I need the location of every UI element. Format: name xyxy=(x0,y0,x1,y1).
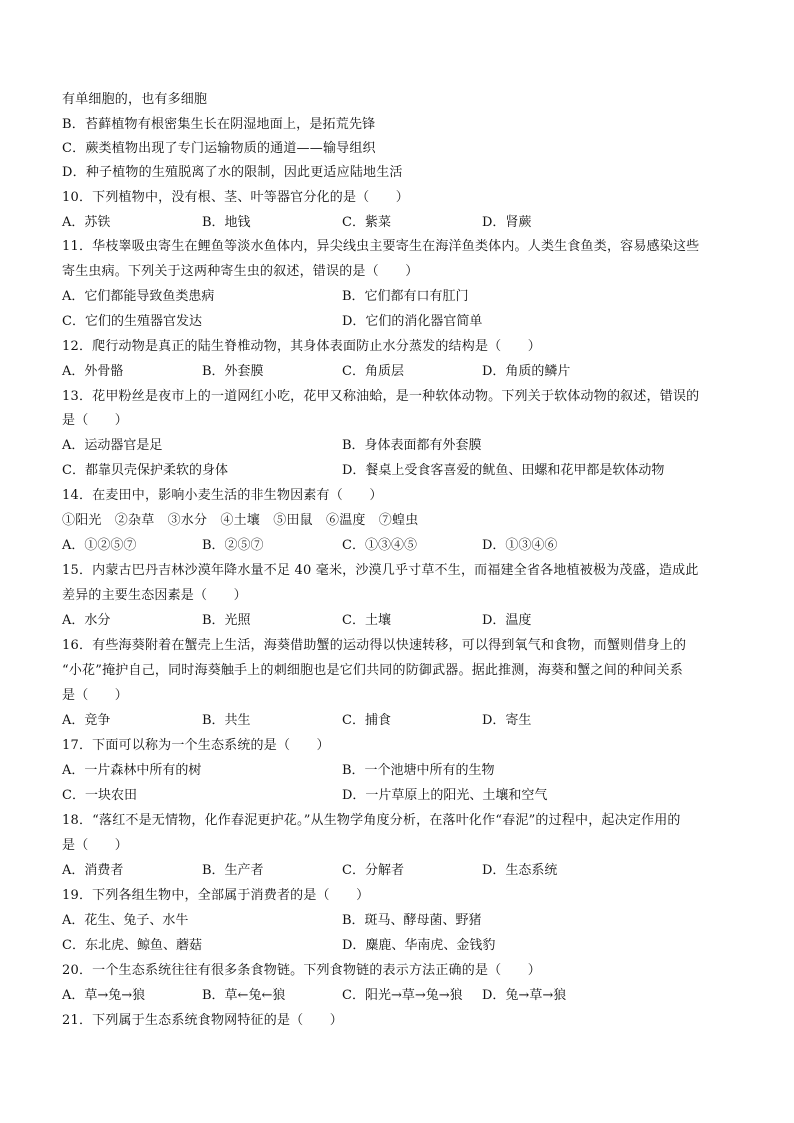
options-q15 xyxy=(62,612,742,630)
option-d: D．角质的鳞片 xyxy=(482,364,571,379)
question-18-cont: 是（ ） xyxy=(62,838,129,853)
question-20: 20．一个生态系统往往有很多条食物链。下列食物链的表示方法正确的是（ ） xyxy=(62,963,541,978)
question-11: 11．华枝睾吸虫寄生在鲤鱼等淡水鱼体内，异尖线虫主要寄生在海洋鱼类体内。人类生食鱼类，容易感染这些 xyxy=(62,239,700,254)
option-c: C．都靠贝壳保护柔软的身体 xyxy=(62,463,228,478)
option-b: B．斑马、酵母菌、野猪 xyxy=(342,913,482,928)
question-16-cont: “小花”掩护自己，同时海葵触手上的刺细胞也是它们共同的防御武器。据此推测，海葵和蟹之间的种间关系 xyxy=(62,663,683,678)
option-a: A．消费者 xyxy=(62,863,124,878)
option-d: D．它们的消化器官简单 xyxy=(342,314,483,329)
option-d: D．一片草原上的阳光、土壤和空气 xyxy=(342,788,548,803)
options-q19-row2 xyxy=(62,937,742,955)
option-b: B．光照 xyxy=(202,613,251,628)
option-b: B．一个池塘中所有的生物 xyxy=(342,763,495,778)
options-q17-row1 xyxy=(62,762,742,780)
options-q17-row2 xyxy=(62,787,742,805)
options-q12 xyxy=(62,363,742,381)
question-10: 10．下列植物中，没有根、茎、叶等器官分化的是（ ） xyxy=(62,190,409,205)
option-c: C．角质层 xyxy=(342,364,404,379)
option-c: C．分解者 xyxy=(342,863,404,878)
option-d: D．餐桌上受食客喜爱的鱿鱼、田螺和花甲都是软体动物 xyxy=(342,463,665,478)
options-q13-row1 xyxy=(62,437,742,455)
question-11-cont: 寄生虫病。下列关于这两种寄生虫的叙述，错误的是（ ） xyxy=(62,264,419,279)
option-c: C．紫菜 xyxy=(342,215,391,230)
option-d: D．肾蕨 xyxy=(482,215,532,230)
options-q11-row1 xyxy=(62,288,742,306)
option-a: A．运动器官是足 xyxy=(62,438,163,453)
options-q19-row1 xyxy=(62,912,742,930)
option-c: C．一块农田 xyxy=(62,788,137,803)
option-c: C．捕食 xyxy=(342,713,391,728)
option-d: D．麋鹿、华南虎、金钱豹 xyxy=(342,938,496,953)
options-q20 xyxy=(62,987,742,1005)
option-a: A．花生、兔子、水牛 xyxy=(62,913,189,928)
option-b: B．外套膜 xyxy=(202,364,264,379)
option-a: A．外骨骼 xyxy=(62,364,124,379)
options-q10 xyxy=(62,214,742,232)
text-line: 有单细胞的，也有多细胞 xyxy=(62,92,208,107)
question-15: 15．内蒙古巴丹吉林沙漠年降水量不足 40 毫米，沙漠几乎寸草不生，而福建全省各地植被极为茂盛，造成此 xyxy=(62,563,699,578)
option-a: A．一片森林中所有的树 xyxy=(62,763,202,778)
option-d: D．①③④⑥ xyxy=(482,538,558,553)
option-b: B．共生 xyxy=(202,713,251,728)
question-18: 18．“落红不是无情物，化作春泥更护花。”从生物学角度分析，在落叶化作“春泥”的过程中，起决定作用的 xyxy=(62,813,681,828)
option-d: D．兔→草→狼 xyxy=(482,988,567,1003)
question-14-items: ①阳光 ②杂草 ③水分 ④土壤 ⑤田鼠 ⑥温度 ⑦蝗虫 xyxy=(62,513,419,528)
option-b: B．身体表面都有外套膜 xyxy=(342,438,482,453)
option-a: A．苏铁 xyxy=(62,215,111,230)
option-c: C．土壤 xyxy=(342,613,391,628)
option-a: A．①②⑤⑦ xyxy=(62,538,137,553)
option-a: A．它们都能导致鱼类患病 xyxy=(62,289,215,304)
question-16-cont: 是（ ） xyxy=(62,688,129,703)
option-c: C．阳光→草→兔→狼 xyxy=(342,988,463,1003)
option-c: C．它们的生殖器官发达 xyxy=(62,314,202,329)
options-q14 xyxy=(62,537,742,555)
question-12: 12．爬行动物是真正的陆生脊椎动物，其身体表面防止水分蒸发的结构是（ ） xyxy=(62,339,541,354)
question-21: 21．下列属于生态系统食物网特征的是（ ） xyxy=(62,1013,343,1028)
option-b: B．生产者 xyxy=(202,863,264,878)
option-line: B．苔藓植物有根密集生长在阴湿地面上，是拓荒先锋 xyxy=(62,117,376,132)
option-line: D．种子植物的生殖脱离了水的限制，因此更适应陆地生活 xyxy=(62,165,403,180)
question-17: 17．下面可以称为一个生态系统的是（ ） xyxy=(62,738,330,753)
option-b: B．地钱 xyxy=(202,215,251,230)
option-b: B．②⑤⑦ xyxy=(202,538,264,553)
options-q13-row2 xyxy=(62,462,742,480)
option-b: B．草←兔←狼 xyxy=(202,988,286,1003)
options-q18 xyxy=(62,862,742,880)
question-13-cont: 是（ ） xyxy=(62,413,129,428)
option-c: C．①③④⑤ xyxy=(342,538,417,553)
option-a: A．竞争 xyxy=(62,713,111,728)
question-16: 16．有些海葵附着在蟹壳上生活，海葵借助蟹的运动得以快速转移，可以得到氧气和食物，而蟹则借身上的 xyxy=(62,638,687,653)
option-b: B．它们都有口有肛门 xyxy=(342,289,469,304)
question-15-cont: 差异的主要生态因素是（ ） xyxy=(62,588,247,603)
question-19: 19．下列各组生物中，全部属于消费者的是（ ） xyxy=(62,888,370,903)
option-a: A．水分 xyxy=(62,613,111,628)
option-c: C．东北虎、鲸鱼、蘑菇 xyxy=(62,938,202,953)
option-a: A．草→兔→狼 xyxy=(62,988,146,1003)
question-13: 13．花甲粉丝是夜市上的一道网红小吃，花甲又称油蛤，是一种软体动物。下列关于软体动物的叙述，错误的 xyxy=(62,389,700,404)
question-14: 14．在麦田中，影响小麦生活的非生物因素有（ ） xyxy=(62,488,383,503)
option-d: D．生态系统 xyxy=(482,863,558,878)
option-d: D．温度 xyxy=(482,613,532,628)
options-q16 xyxy=(62,712,742,730)
option-line: C．蕨类植物出现了专门运输物质的通道——输导组织 xyxy=(62,141,376,156)
option-d: D．寄生 xyxy=(482,713,532,728)
options-q11-row2 xyxy=(62,313,742,331)
